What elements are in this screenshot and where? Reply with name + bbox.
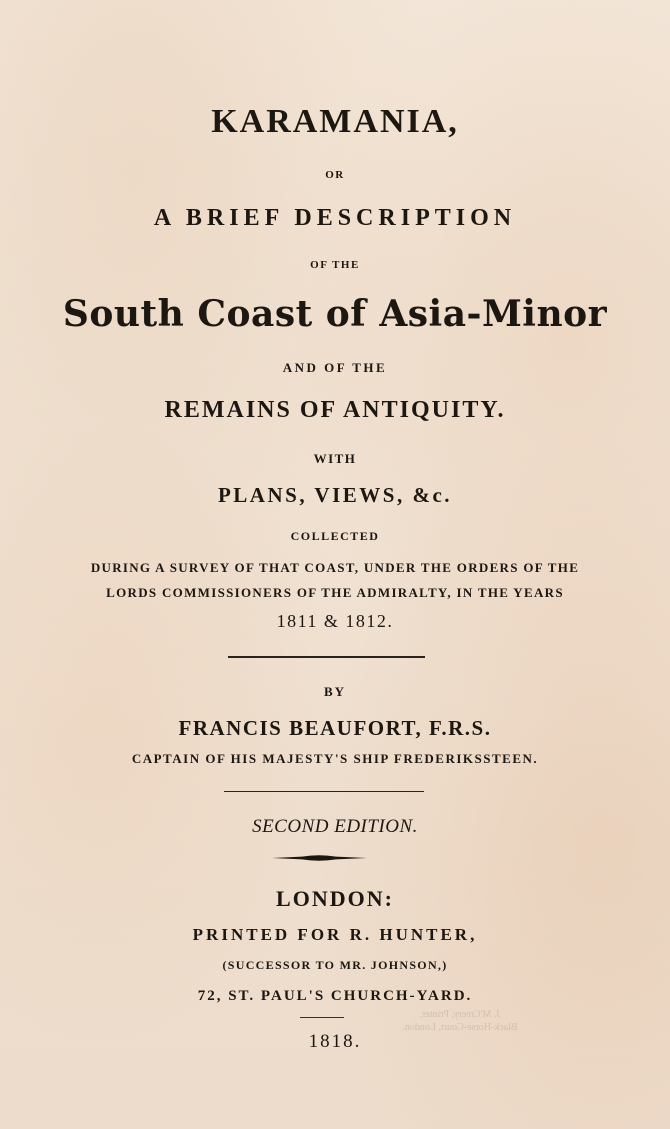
book-title: KARAMANIA, xyxy=(211,103,459,140)
author-title: CAPTAIN OF HIS MAJESTY'S SHIP FREDERIKSSTEEN. xyxy=(131,751,539,766)
and-of-the-text: AND OF THE xyxy=(282,360,388,375)
place-text: LONDON: xyxy=(276,886,394,911)
publication-year: 1818. xyxy=(308,1031,362,1052)
blackletter-heading: South Coast of Asia-Minor xyxy=(62,293,608,335)
collected-text: COLLECTED xyxy=(290,529,380,543)
successor-text: (SUCCESSOR TO MR. JOHNSON,) xyxy=(222,958,448,972)
subtitle: A BRIEF DESCRIPTION xyxy=(153,205,517,231)
remains-heading: REMAINS OF ANTIQUITY. xyxy=(164,397,506,423)
ornamental-dash xyxy=(272,853,367,863)
printer-text: PRINTED FOR R. HUNTER, xyxy=(192,925,478,944)
address-text: 72, ST. PAUL'S CHURCH-YARD. xyxy=(197,988,473,1004)
author-name: FRANCIS BEAUFORT, F.R.S. xyxy=(178,716,492,740)
survey-line-1: DURING A SURVEY OF THAT COAST, UNDER THE ORDERS OF THE xyxy=(90,560,580,575)
with-text: WITH xyxy=(313,451,357,466)
plans-heading: PLANS, VIEWS, &c. xyxy=(217,483,453,507)
show-through-line: J. M'Creery, Printer, xyxy=(419,1009,501,1020)
show-through-imprint xyxy=(360,1008,560,1034)
divider-rule xyxy=(228,656,425,658)
by-text: BY xyxy=(323,684,347,699)
edition-text: SECOND EDITION. xyxy=(252,816,418,837)
short-rule xyxy=(300,1017,344,1018)
of-the-text: OF THE xyxy=(310,259,360,271)
survey-years: 1811 & 1812. xyxy=(276,611,394,631)
divider-rule xyxy=(224,791,424,792)
or-text: OR xyxy=(325,169,345,181)
show-through-line: Black-Horse-Court, London. xyxy=(402,1022,518,1033)
survey-line-2: LORDS COMMISSIONERS OF THE ADMIRALTY, IN THE YEARS xyxy=(106,585,564,600)
